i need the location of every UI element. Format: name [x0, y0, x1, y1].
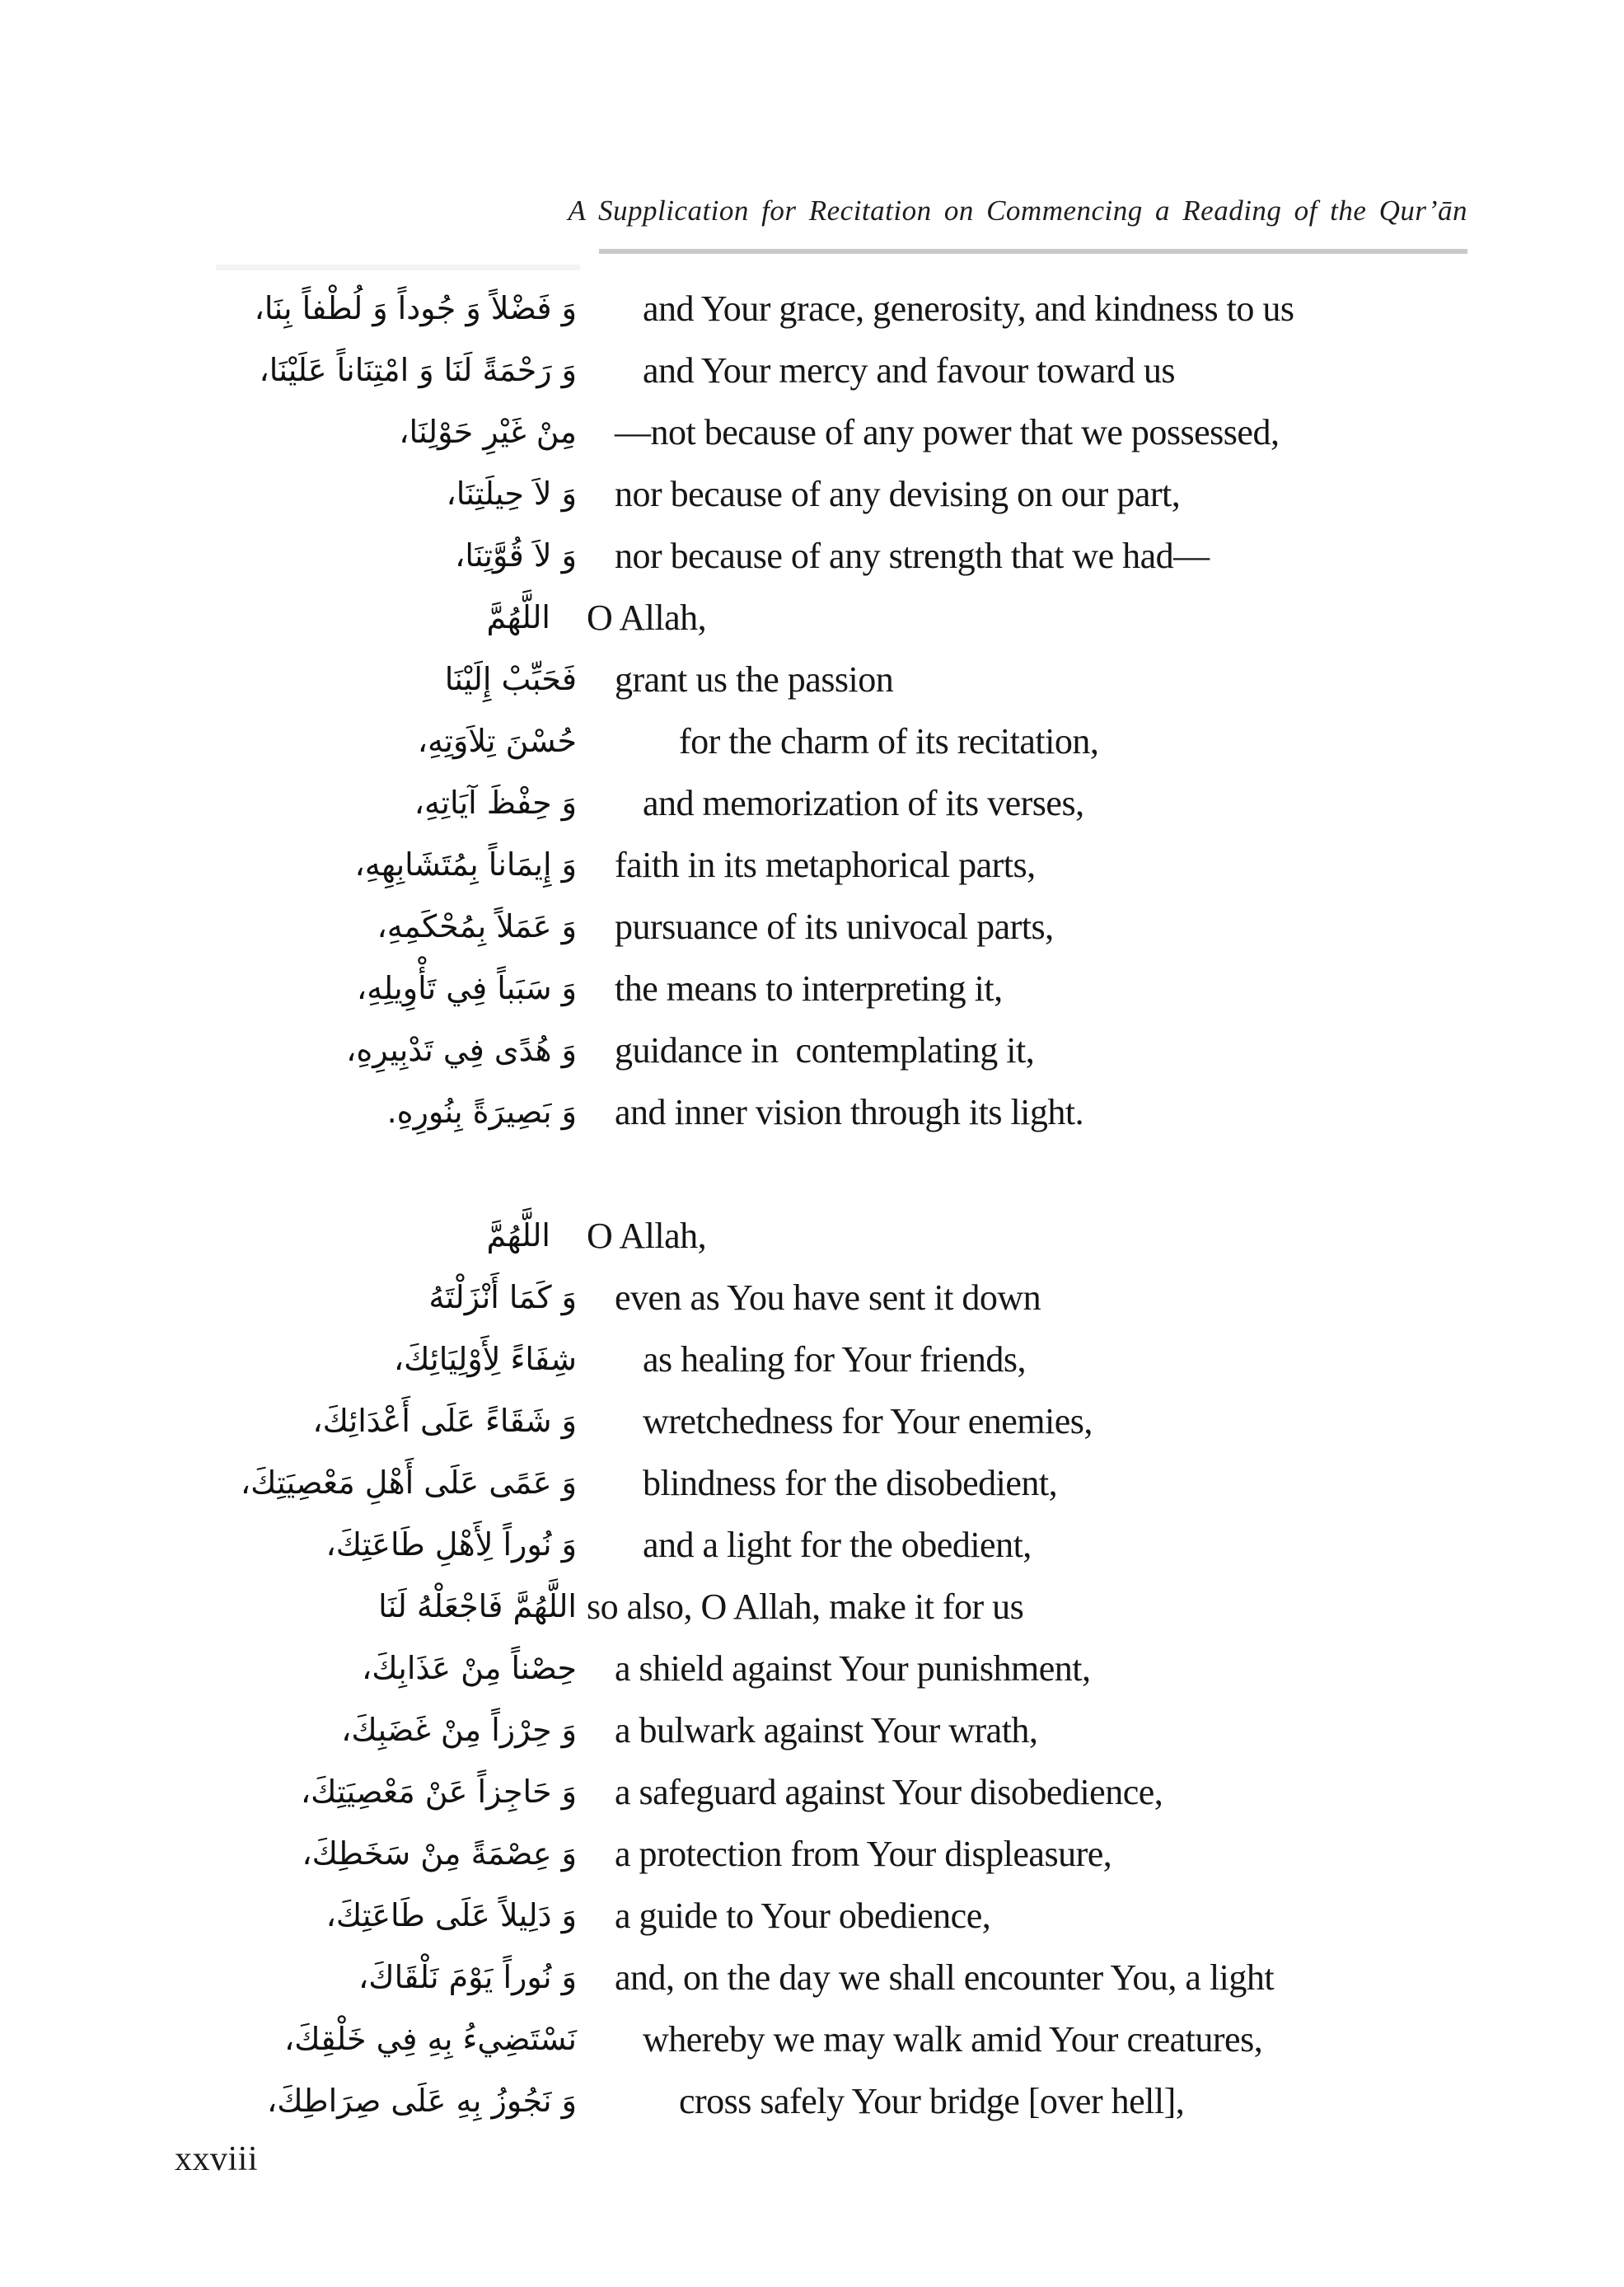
- verse-row: [0, 1761, 1624, 1823]
- english-translation: and memorization of its verses,: [643, 782, 1084, 823]
- arabic-verse: وَ عِصْمَةً مِنْ سَخَطِكَ،: [302, 1835, 577, 1872]
- arabic-verse: وَ هُدًى فِي تَدْبِيرِهِ،: [346, 1031, 577, 1068]
- english-translation: so also, O Allah, make it for us: [587, 1586, 1024, 1627]
- english-translation: grant us the passion: [615, 658, 894, 700]
- english-translation: a bulwark against Your wrath,: [615, 1709, 1038, 1750]
- english-translation: and Your grace, generosity, and kindness to us: [643, 288, 1294, 329]
- verse-row: [0, 1638, 1624, 1699]
- english-translation: a shield against Your punishment,: [615, 1647, 1091, 1689]
- english-translation: guidance in contemplating it,: [615, 1029, 1035, 1071]
- verse-row: [0, 340, 1624, 401]
- english-translation: a protection from Your displeasure,: [615, 1833, 1112, 1874]
- arabic-verse: وَ رَحْمَةً لَنَا وَ امْتِنَاناً عَلَيْنَا،: [259, 351, 577, 388]
- english-translation: faith in its metaphorical parts,: [615, 844, 1036, 885]
- verse-row: [0, 1205, 1624, 1267]
- verse-row: [0, 401, 1624, 463]
- english-translation: blindness for the disobedient,: [643, 1462, 1058, 1503]
- verse-row: [0, 1019, 1624, 1081]
- verse-row: [0, 1885, 1624, 1947]
- verse-row: [0, 772, 1624, 834]
- arabic-verse: وَ لاَ قُوَّتِنَا،: [455, 537, 577, 574]
- prayer-section-2: [0, 1205, 1624, 2132]
- english-translation: cross safely Your bridge [over hell],: [679, 2080, 1185, 2121]
- english-translation: a safeguard against Your disobedience,: [615, 1771, 1163, 1812]
- arabic-verse: وَ سَبَباً فِي تَأْوِيلِهِ،: [356, 969, 577, 1006]
- english-translation: and a light for the obedient,: [643, 1524, 1032, 1565]
- verse-row: [0, 1576, 1624, 1638]
- arabic-verse: وَ حِرْزاً مِنْ غَضَبِكَ،: [341, 1711, 577, 1748]
- prayer-section-1: [0, 278, 1624, 1143]
- verse-row: [0, 1514, 1624, 1576]
- arabic-verse: وَ بَصِيرَةً بِنُورِهِ.: [386, 1093, 577, 1130]
- arabic-verse: وَ شَقَاءً عَلَى أَعْدَائِكَ،: [312, 1402, 577, 1439]
- verse-row: [0, 2070, 1624, 2132]
- arabic-verse: مِنْ غَيْرِ حَوْلِنَا،: [399, 413, 577, 450]
- english-translation: and, on the day we shall encounter You, a light: [615, 1957, 1275, 1998]
- verse-row: [0, 710, 1624, 772]
- english-translation: for the charm of its recitation,: [679, 720, 1099, 762]
- arabic-verse: وَ لاَ حِيلَتِنَا،: [446, 475, 577, 512]
- english-translation: nor because of any devising on our part,: [615, 473, 1181, 514]
- english-translation: and inner vision through its light.: [615, 1091, 1084, 1132]
- arabic-verse: وَ كَمَا أَنْزَلْتَهُ: [428, 1278, 577, 1315]
- arabic-verse: وَ حِفْظَ آيَاتِهِ،: [414, 784, 577, 821]
- english-translation: as healing for Your friends,: [643, 1338, 1027, 1380]
- arabic-verse: وَ نَجُوزُ بِهِ عَلَى صِرَاطِكَ،: [267, 2082, 577, 2119]
- verse-row: [0, 1947, 1624, 2008]
- verse-row: [0, 2008, 1624, 2070]
- verse-row: [0, 1329, 1624, 1390]
- english-translation: and Your mercy and favour toward us: [643, 349, 1176, 391]
- verse-row: [0, 278, 1624, 340]
- verse-row: [0, 1452, 1624, 1514]
- english-translation: a guide to Your obedience,: [615, 1895, 991, 1936]
- english-translation: even as You have sent it down: [615, 1277, 1041, 1318]
- verse-row: [0, 463, 1624, 525]
- english-translation: —not because of any power that we possessed,: [615, 411, 1280, 452]
- verse-row: [0, 1823, 1624, 1885]
- english-translation: O Allah,: [587, 1215, 707, 1256]
- verse-row: [0, 649, 1624, 710]
- arabic-verse: وَ نُوراً يَوْمَ نَلْقَاكَ،: [358, 1958, 577, 1995]
- english-translation: nor because of any strength that we had—: [615, 535, 1210, 576]
- arabic-verse: اللَّهُمَّ: [486, 1216, 550, 1254]
- arabic-verse: نَسْتَضِيءُ بِهِ فِي خَلْقِكَ،: [283, 2020, 577, 2057]
- english-translation: the means to interpreting it,: [615, 968, 1003, 1009]
- scan-artifact: [216, 265, 580, 270]
- arabic-verse: وَ إِيمَاناً بِمُتَشَابِهِهِ،: [354, 846, 577, 883]
- arabic-verse: شِفَاءً لِأَوْلِيَائِكَ،: [393, 1340, 577, 1377]
- verse-row: [0, 587, 1624, 649]
- arabic-verse: وَ عَمًى عَلَى أَهْلِ مَعْصِيَتِكَ،: [240, 1464, 577, 1501]
- arabic-verse: اللَّهُمَّ فَاجْعَلْهُ لَنَا: [378, 1587, 577, 1624]
- verse-row: [0, 958, 1624, 1019]
- verse-row: [0, 1699, 1624, 1761]
- arabic-verse: وَ حَاجِزاً عَنْ مَعْصِيَتِكَ،: [300, 1773, 577, 1810]
- arabic-verse: وَ عَمَلاً بِمُحْكَمِهِ،: [377, 907, 577, 944]
- arabic-verse: وَ دَلِيلاً عَلَى طَاعَتِكَ،: [325, 1896, 577, 1933]
- english-translation: wretchedness for Your enemies,: [643, 1400, 1093, 1441]
- arabic-verse: حِصْناً مِنْ عَذَابِكَ،: [362, 1649, 577, 1686]
- verse-row: [0, 896, 1624, 958]
- page-number: xxviii: [175, 2140, 259, 2178]
- verse-row: [0, 1081, 1624, 1143]
- header-divider-rule: [599, 249, 1467, 254]
- arabic-verse: فَحَبِّبْ إِلَيْنَا: [444, 660, 577, 697]
- english-translation: pursuance of its univocal parts,: [615, 906, 1054, 947]
- arabic-verse: وَ فَضْلاً وَ جُوداً وَ لُطْفاً بِنَا،: [254, 289, 577, 326]
- english-translation: O Allah,: [587, 597, 707, 638]
- english-translation: whereby we may walk amid Your creatures,: [643, 2018, 1263, 2060]
- arabic-verse: وَ نُوراً لِأَهْلِ طَاعَتِكَ،: [325, 1525, 577, 1563]
- verse-row: [0, 1267, 1624, 1329]
- arabic-verse: اللَّهُمَّ: [486, 598, 550, 635]
- verse-row: [0, 525, 1624, 587]
- prayer-body: [0, 278, 1624, 2132]
- arabic-verse: حُسْنَ تِلاَوَتِهِ،: [417, 722, 577, 759]
- verse-row: [0, 1390, 1624, 1452]
- running-header-title: A Supplication for Recitation on Commencing a Reading of the Qur’ān: [568, 194, 1467, 227]
- verse-row: [0, 834, 1624, 896]
